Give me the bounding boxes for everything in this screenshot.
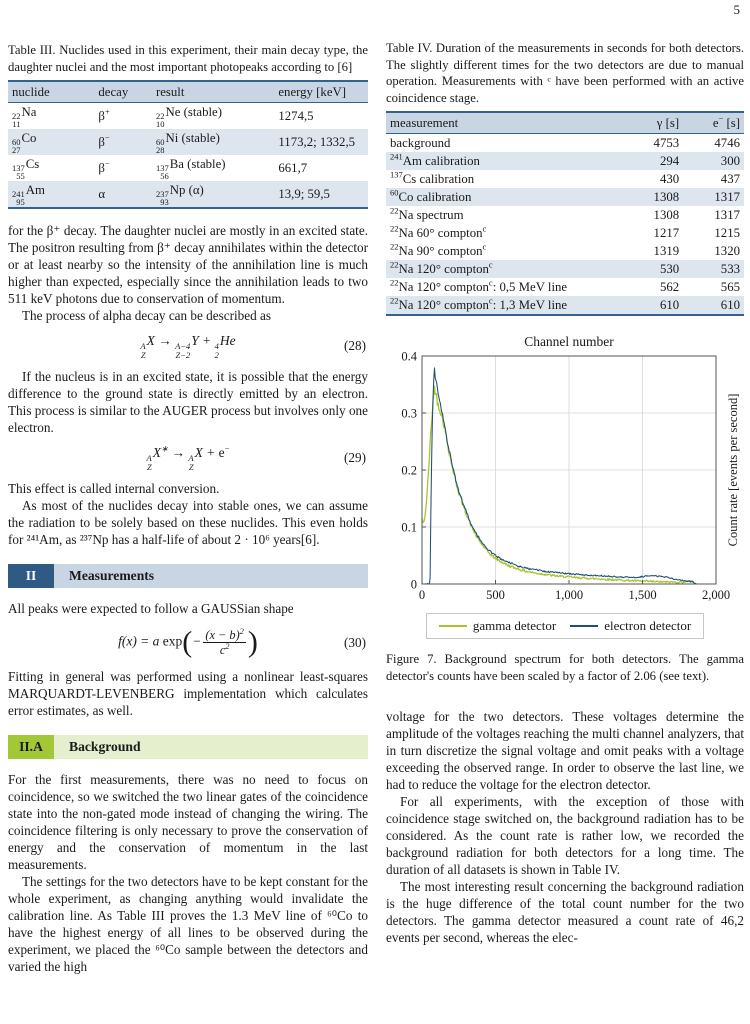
equation-number: (28) [344, 338, 366, 353]
col-measurement: measurement [390, 115, 459, 130]
table-cell: 300 [720, 153, 740, 168]
table-row [386, 206, 744, 224]
y-tick-label: 0.2 [401, 463, 417, 478]
table4-header [386, 112, 744, 134]
table-cell: 1274,5 [278, 108, 314, 123]
table-cell: $^{241}$Am calibration [390, 151, 480, 168]
table-cell: 610 [720, 297, 740, 312]
table-cell: 1217 [653, 225, 680, 240]
background-spectrum-chart [386, 332, 744, 609]
section-number: II.A [8, 735, 54, 759]
table-row [386, 296, 744, 315]
table-cell: 1215 [714, 225, 740, 240]
legend-label: gamma detector [472, 618, 557, 633]
legend-item [439, 618, 556, 634]
table-cell: $^{22}$Na 90° compton$^c$ [390, 241, 487, 258]
table-cell: 22 10 Ne (stable) [155, 104, 222, 129]
paragraph: Fitting in general was performed using a nonlinear least-squares MARQUARDT-LEVENBERG implementation which calculates error estimates, as well. [8, 669, 368, 718]
equation-number: (30) [344, 634, 366, 650]
table4-body [386, 134, 744, 316]
table-cell: 137 56 Ba (stable) [155, 156, 226, 181]
col-electron-seconds: e− [s] [712, 113, 740, 130]
table-cell: 610 [659, 297, 680, 312]
table-cell: β+ [98, 106, 110, 123]
table-cell: background [390, 135, 451, 150]
table-cell: $^{22}$Na 120° compton$^c$: 1,3 MeV line [390, 295, 568, 312]
paragraph: for the β⁺ decay. The daughter nuclei are mostly in an excited state. The positron resulting from β⁺ decay annihilates within the detector or at least nearby so the intensity of the annihilation line is much higher than expected, especially since the annihilation leads to two 511 keV photons due to conservation of momentum. [8, 223, 368, 306]
table4-caption: Table IV. Duration of the measurements in seconds for both detectors. The slightly different times for the two detectors are due to manual operation. Measurements with ᶜ have been performed with an active coincidence stage. [386, 41, 744, 105]
table-row [386, 152, 744, 170]
table-cell: $^{22}$Na 120° compton$^c$: 0,5 MeV line [390, 277, 568, 294]
paragraph: voltage for the two detectors. These voltages determine the amplitude of the voltages reaching the multi channel analyzers, that in turn discretize the signal voltage and omit peaks with a voltage exceeding the observed range. In order to observe the last line, we had to reduce the voltage for the electron detector. [386, 709, 744, 792]
table-cell: 1319 [653, 243, 680, 258]
section-title: Measurements [54, 564, 368, 588]
col-result: result [155, 84, 185, 99]
section-title: Background [54, 735, 368, 759]
table-cell: 533 [720, 261, 740, 276]
table-row [8, 181, 368, 208]
paragraph: The most interesting result concerning the background radiation is the huge difference of the total count number for the two detectors. The gamma detector measured a count rate of 46,2 events per second, whereas the elec- [386, 879, 744, 945]
table-cell: 562 [659, 279, 680, 294]
table-cell: 137 55 Cs [12, 156, 40, 181]
paragraph: For the first measurements, there was no need to focus on coincidence, so we switched the two linear gates of the coincidence state into the non-gated mode instead of changing the wiring. The coincidence filtering is only necessary to prove the conservation of energy and the conservation of momentum in the last measurements. [8, 772, 368, 872]
chart-legend [426, 613, 704, 639]
table-cell: $^{22}$Na 120° compton$^c$ [390, 259, 493, 276]
table-row [386, 260, 744, 278]
equation-30 [8, 625, 368, 659]
table3-body [8, 103, 368, 209]
table-row [386, 134, 744, 153]
section-iia-header [8, 735, 368, 759]
table-cell: 437 [720, 171, 740, 186]
x-tick-label: 2,000 [701, 588, 731, 602]
table-row [386, 242, 744, 260]
x-tick-label: 1,000 [554, 588, 584, 602]
series-electron [422, 368, 696, 584]
paragraph: For all experiments, with the exception of those with coincidence stage switched on, the background radiation has to be considered. As the count rate is rather low, we recorded the background radiation for both detectors for a long time. The duration of all datasets is shown in Table IV. [386, 794, 744, 877]
table-cell: β− [98, 132, 110, 149]
equation-body: f(x) = a exp(− $\frac{(x - b)^2}{c^2}$ ) [118, 625, 258, 659]
right-column-text [386, 708, 744, 946]
table3 [8, 80, 368, 209]
table4 [386, 111, 744, 316]
table-cell: 1317 [714, 189, 740, 204]
equation-28 [8, 333, 368, 359]
table-cell: 1173,2; 1332,5 [278, 134, 356, 149]
equation-number: (29) [344, 450, 366, 465]
y-tick-label: 0.4 [401, 349, 417, 364]
table-cell: β− [98, 158, 110, 175]
paragraph: The settings for the two detectors have to be kept constant for the whole experiment, as changing anything would invalidate the calibration line. As Table III proves the 1.3 MeV line of ⁶⁰Co to have the highest energy of all lines to be observed during the experiment, we placed the ⁶⁰Co sample between the detectors and varied the high [8, 874, 368, 974]
table-cell: 1320 [714, 243, 740, 258]
table-cell: $^{22}$Na 60° compton$^c$ [390, 223, 487, 240]
table-cell: 237 93 Np (α) [155, 182, 204, 207]
table-row [386, 278, 744, 296]
equation-body: A Z X → A−4 Z−2 Y + 4 2 He [140, 333, 236, 360]
x-tick-label: 500 [486, 588, 505, 602]
legend-line-sample [439, 625, 467, 627]
table-cell: 565 [720, 279, 740, 294]
table-cell: 60 27 Co [12, 130, 37, 155]
col-nuclide: nuclide [12, 84, 50, 99]
table-cell: $^{137}$Cs calibration [390, 169, 475, 186]
table-cell: $^{60}$Co calibration [390, 187, 472, 204]
col-decay: decay [98, 84, 129, 99]
section-ii-header [8, 564, 368, 588]
x-tick-label: 1,500 [628, 588, 657, 602]
table-cell: 1308 [653, 189, 680, 204]
legend-label: electron detector [604, 618, 692, 633]
table3-caption: Table III. Nuclides used in this experiment, their main decay type, the daughter nuclei and the most important photopeaks according to [6] [8, 43, 368, 74]
equation-29 [8, 445, 368, 471]
x-tick-label: 0 [418, 588, 426, 602]
table-cell: 661,7 [278, 160, 308, 175]
y-tick-label: 0.1 [401, 520, 417, 535]
table-cell: 4746 [714, 135, 740, 150]
table-row [386, 188, 744, 206]
table-cell: 22 11 Na [12, 104, 37, 129]
col-gamma-seconds: γ [s] [656, 115, 680, 130]
table-cell: 430 [659, 171, 680, 186]
y-tick-label: 0.3 [401, 406, 417, 421]
figure7-caption: Figure 7. Background spectrum for both detectors. The gamma detector's counts have been scaled by a factor of 2.06 (see text). [386, 652, 744, 683]
table-cell: 294 [659, 153, 680, 168]
paragraph: This effect is called internal conversion. [8, 481, 220, 496]
table-row [386, 224, 744, 242]
paragraph: All peaks were expected to follow a GAUSSian shape [8, 601, 294, 616]
table-cell: 1317 [714, 207, 740, 222]
table3-header [8, 81, 368, 103]
table-row [8, 103, 368, 130]
equation-body: A Z X∗ → A Z X + e− [146, 443, 230, 472]
y-tick-label: 0 [410, 577, 417, 592]
table-cell: 241 95 Am [12, 182, 45, 207]
legend-item [570, 618, 691, 634]
table-header-row [386, 112, 744, 134]
chart-title: Channel number [524, 334, 614, 349]
paragraph: If the nucleus is in an excited state, it is possible that the energy difference to the ground state is directly emitted by an electron. This process is similar to the AUGER process but involves only one electron. [8, 369, 368, 435]
table-cell: α [98, 186, 106, 201]
table-cell: 530 [659, 261, 680, 276]
page-number: 5 [733, 2, 740, 17]
table-cell: 60 28 Ni (stable) [155, 130, 220, 155]
table-cell: 1308 [653, 207, 680, 222]
paragraph: As most of the nuclides decay into stable ones, we can assume the radiation to be solely based on these nuclides. This even holds for ²⁴¹Am, as ²³⁷Np has a half-life of about 2 · 10⁶ years[6]. [8, 498, 368, 547]
col-energy: energy [keV] [278, 84, 347, 99]
section-number: II [8, 564, 54, 588]
paragraph: The process of alpha decay can be described as [22, 308, 271, 323]
table-cell: $^{22}$Na spectrum [390, 205, 464, 222]
right-column [386, 0, 744, 946]
y-axis-label: Count rate [events per second] [726, 393, 740, 547]
legend-line-sample [570, 625, 598, 627]
table-row [8, 155, 368, 181]
table-row [386, 170, 744, 188]
chart-svg [386, 332, 744, 604]
table-row [8, 129, 368, 155]
table-cell: 13,9; 59,5 [278, 186, 330, 201]
table-cell: 4753 [653, 135, 680, 150]
left-column [8, 0, 368, 975]
series-gamma [422, 386, 694, 583]
figure7 [386, 332, 744, 684]
table-header-row [8, 81, 368, 103]
